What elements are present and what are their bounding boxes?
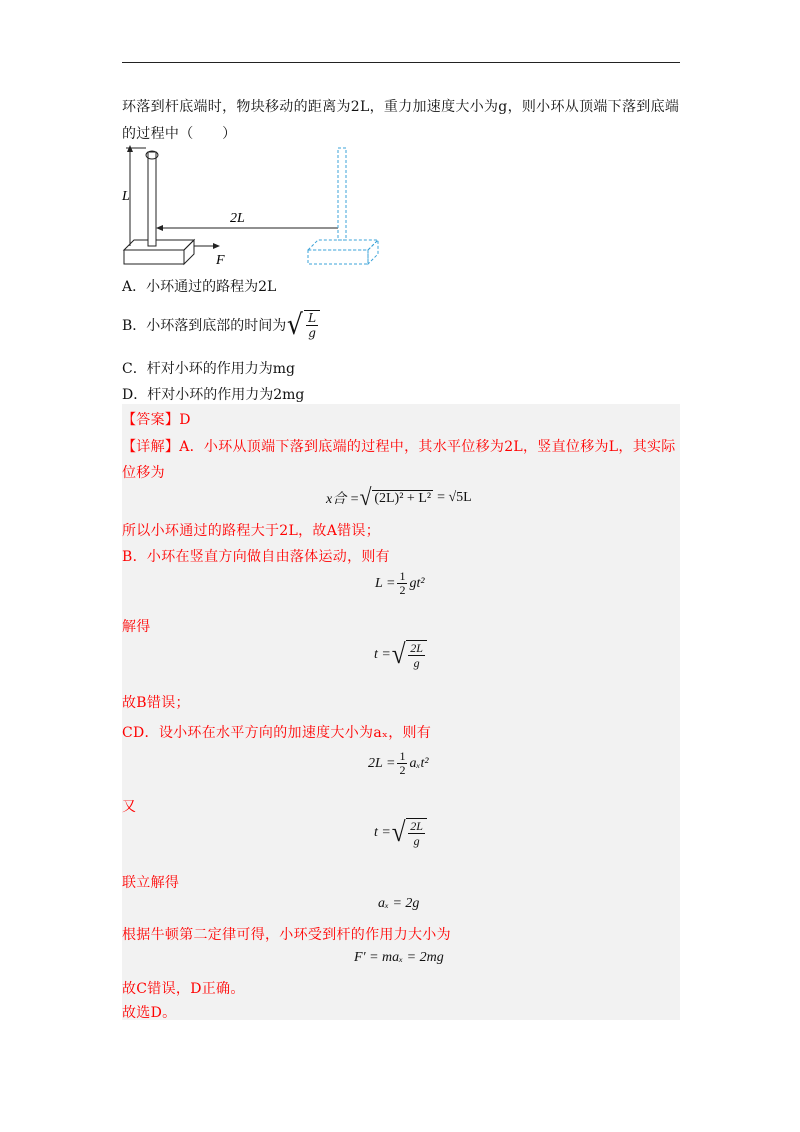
eq2-rhs: gt² — [409, 575, 425, 591]
line-cd: CD．设小环在水平方向的加速度大小为aₓ，则有 — [122, 725, 432, 741]
detail-line-2: 位移为 — [122, 465, 165, 481]
eq1-rhs: = √5L — [437, 490, 472, 505]
eq2-lhs: L = — [375, 575, 396, 591]
option-a: A．小环通过的路程为2L — [122, 279, 277, 295]
conclusion-b: 故B错误； — [122, 695, 190, 711]
eq1-radicand: (2L)² + L² — [374, 490, 432, 506]
option-b-num: L — [308, 311, 317, 325]
block-side — [184, 240, 194, 264]
equation-time-2: t = √ $\frac{2L}{g}$ — [374, 818, 427, 848]
equation-acceleration: aₓ = 2g — [378, 896, 420, 911]
joint-solve-label: 联立解得 — [122, 875, 180, 891]
eq3-lhs: t = — [374, 647, 391, 662]
rod — [148, 152, 156, 246]
eq5-den: g — [413, 834, 420, 848]
option-c: C．杆对小环的作用力为mg — [122, 361, 295, 377]
force-arrowhead — [213, 243, 220, 249]
option-b-den: g — [308, 326, 316, 340]
eq3-den: g — [413, 656, 420, 670]
option-d: D．杆对小环的作用力为2mg — [122, 387, 305, 403]
equation-horizontal — [368, 750, 429, 777]
dashed-block-top — [308, 240, 378, 250]
newton-line: 根据牛顿第二定律可得，小环受到杆的作用力大小为 — [122, 927, 451, 943]
detail-line-1: 【详解】A．小环从顶端下落到底端的过程中，其水平位移为2L，竖直位移为L，其实际 — [122, 439, 676, 455]
block-front — [124, 250, 184, 264]
eq2-den: 2 — [399, 583, 406, 597]
dashed-block-front — [308, 250, 368, 264]
label-F: F — [216, 253, 225, 268]
eq2-num: 1 — [399, 569, 406, 583]
eq1-lhs: x合 = — [326, 492, 360, 507]
option-b-text: B．小环落到底部的时间为 — [122, 318, 287, 334]
answer-line: 【答案】D — [122, 412, 191, 428]
physics-figure — [120, 142, 390, 270]
equation-free-fall — [375, 570, 425, 597]
eq5-num: 2L — [410, 819, 423, 833]
equation-time-1: t = √ $\frac{2L}{g}$ — [374, 640, 427, 670]
block-top — [124, 240, 194, 250]
line-b: B．小环在竖直方向做自由落体运动，则有 — [122, 549, 390, 565]
also-label: 又 — [122, 799, 137, 815]
conclusion-a: 所以小环通过的路程大于2L，故A错误； — [122, 523, 381, 539]
option-b — [122, 310, 320, 340]
label-2L: 2L — [230, 211, 245, 226]
question-stem: 环落到杆底端时，物块移动的距离为2L，重力加速度大小为g，则小环从顶端下落到底端的过程中（ ） — [122, 99, 680, 142]
equation-displacement: x合 = √ (2L)² + L² = √5L — [326, 485, 472, 511]
eq5-lhs: t = — [374, 825, 391, 840]
eq3-num: 2L — [410, 641, 423, 655]
eq4-den: 2 — [399, 763, 406, 777]
dashed-rod — [338, 148, 346, 240]
dashed-block-side — [368, 240, 378, 264]
eq4-num: 1 — [399, 749, 406, 763]
header-rule — [122, 62, 680, 63]
equation-force: F′ = maₓ = 2mg — [354, 950, 444, 965]
option-b-sqrt: √ $\frac{L}{g}$ — [286, 310, 320, 340]
eq4-lhs: 2L = — [368, 755, 396, 771]
label-L: L — [122, 189, 130, 204]
eq4-rhs: aₓt² — [409, 755, 429, 771]
final-choice: 故选D。 — [122, 1005, 177, 1021]
distance-arrowhead-left — [156, 225, 163, 231]
solve-label: 解得 — [122, 619, 151, 635]
conclusion-cd: 故C错误，D正确。 — [122, 981, 245, 997]
